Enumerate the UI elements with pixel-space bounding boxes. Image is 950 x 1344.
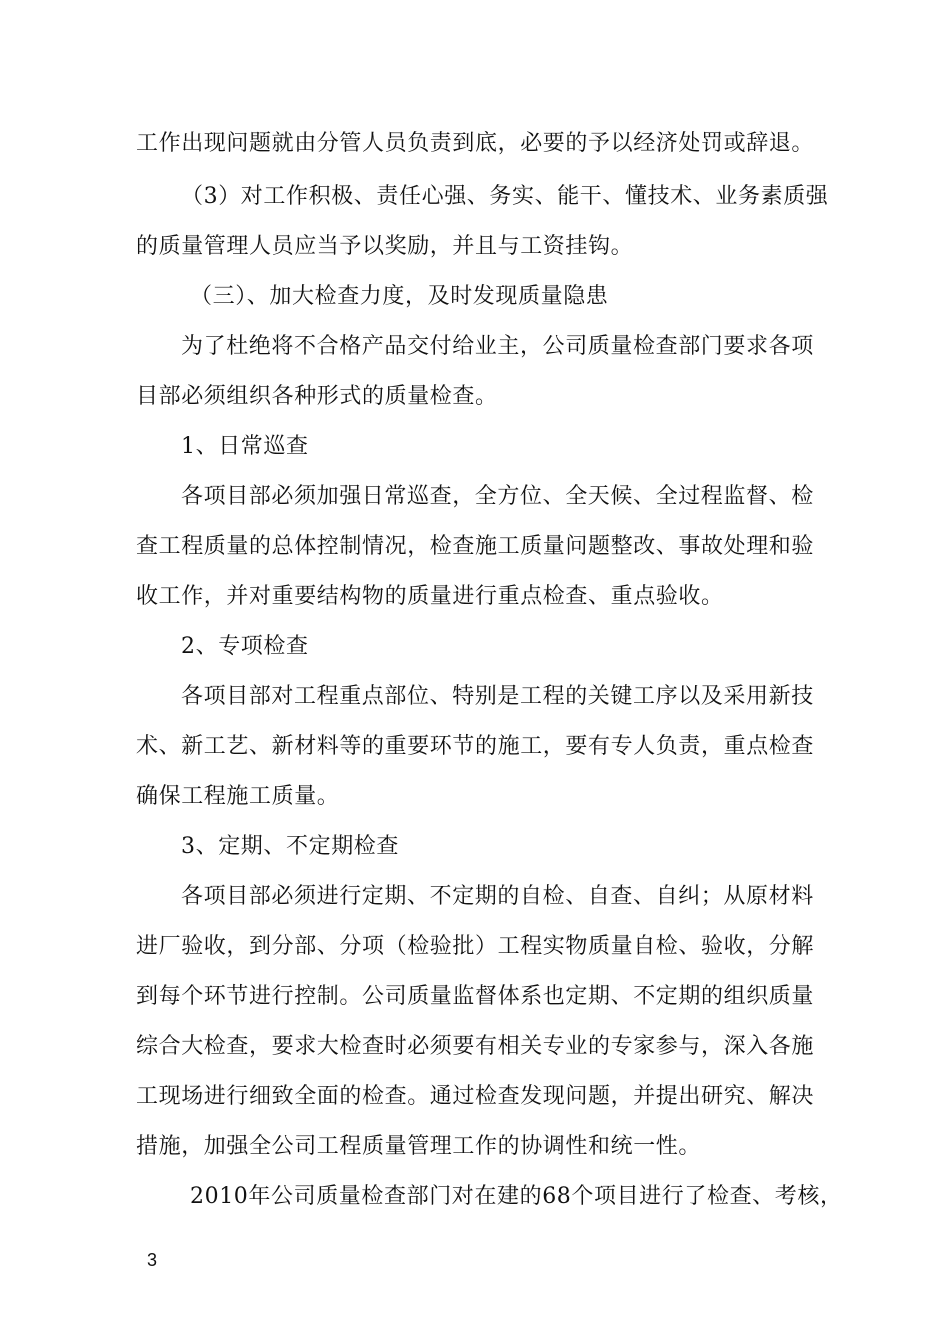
body-text-line: 确保工程施工质量。: [136, 784, 340, 809]
body-text-line: 各项目部必须加强日常巡查，全方位、全天候、全过程监督、检: [181, 484, 814, 509]
body-text-line: 目部必须组织各种形式的质量检查。: [136, 384, 498, 409]
section-heading: （三）、加大检查力度，及时发现质量隐患: [190, 284, 609, 309]
list-item-text: （3）对工作积极、责任心强、务实、能干、懂技术、业务素质强: [181, 184, 829, 209]
subheading: 3、定期、不定期检查: [181, 834, 399, 859]
body-text-line: 措施，加强全公司工程质量管理工作的协调性和统一性。: [136, 1134, 702, 1159]
page-number: 3: [147, 1250, 158, 1270]
body-text-line: 工现场进行细致全面的检查。通过检查发现问题，并提出研究、解决: [136, 1084, 815, 1109]
body-text-line: 综合大检查，要求大检查时必须要有相关专业的专家参与，深入各施: [136, 1034, 815, 1059]
body-text-line: 2010年公司质量检查部门对在建的68个项目进行了检查、考核，: [190, 1184, 843, 1209]
body-text-line: 各项目部对工程重点部位、特别是工程的关键工序以及采用新技: [181, 684, 814, 709]
subheading: 2、专项检查: [181, 634, 309, 659]
body-text-line: 进厂验收，到分部、分项（检验批）工程实物质量自检、验收，分解: [136, 934, 815, 959]
body-text-line: 为了杜绝将不合格产品交付给业主，公司质量检查部门要求各项: [181, 334, 814, 359]
body-text-line: 各项目部必须进行定期、不定期的自检、自查、自纠；从原材料: [181, 884, 814, 909]
body-text-line: 查工程质量的总体控制情况，检查施工质量问题整改、事故处理和验: [136, 534, 815, 559]
body-text-line: 收工作，并对重要结构物的质量进行重点检查、重点验收。: [136, 584, 724, 609]
body-text-line: 工作出现问题就由分管人员负责到底，必要的予以经济处罚或辞退。: [136, 131, 815, 156]
body-text-line: 的质量管理人员应当予以奖励，并且与工资挂钩。: [136, 234, 634, 259]
body-text-line: 术、新工艺、新材料等的重要环节的施工，要有专人负责，重点检查: [136, 734, 815, 759]
subheading: 1、日常巡查: [181, 434, 309, 459]
body-text-line: 到每个环节进行控制。公司质量监督体系也定期、不定期的组织质量: [136, 984, 815, 1009]
